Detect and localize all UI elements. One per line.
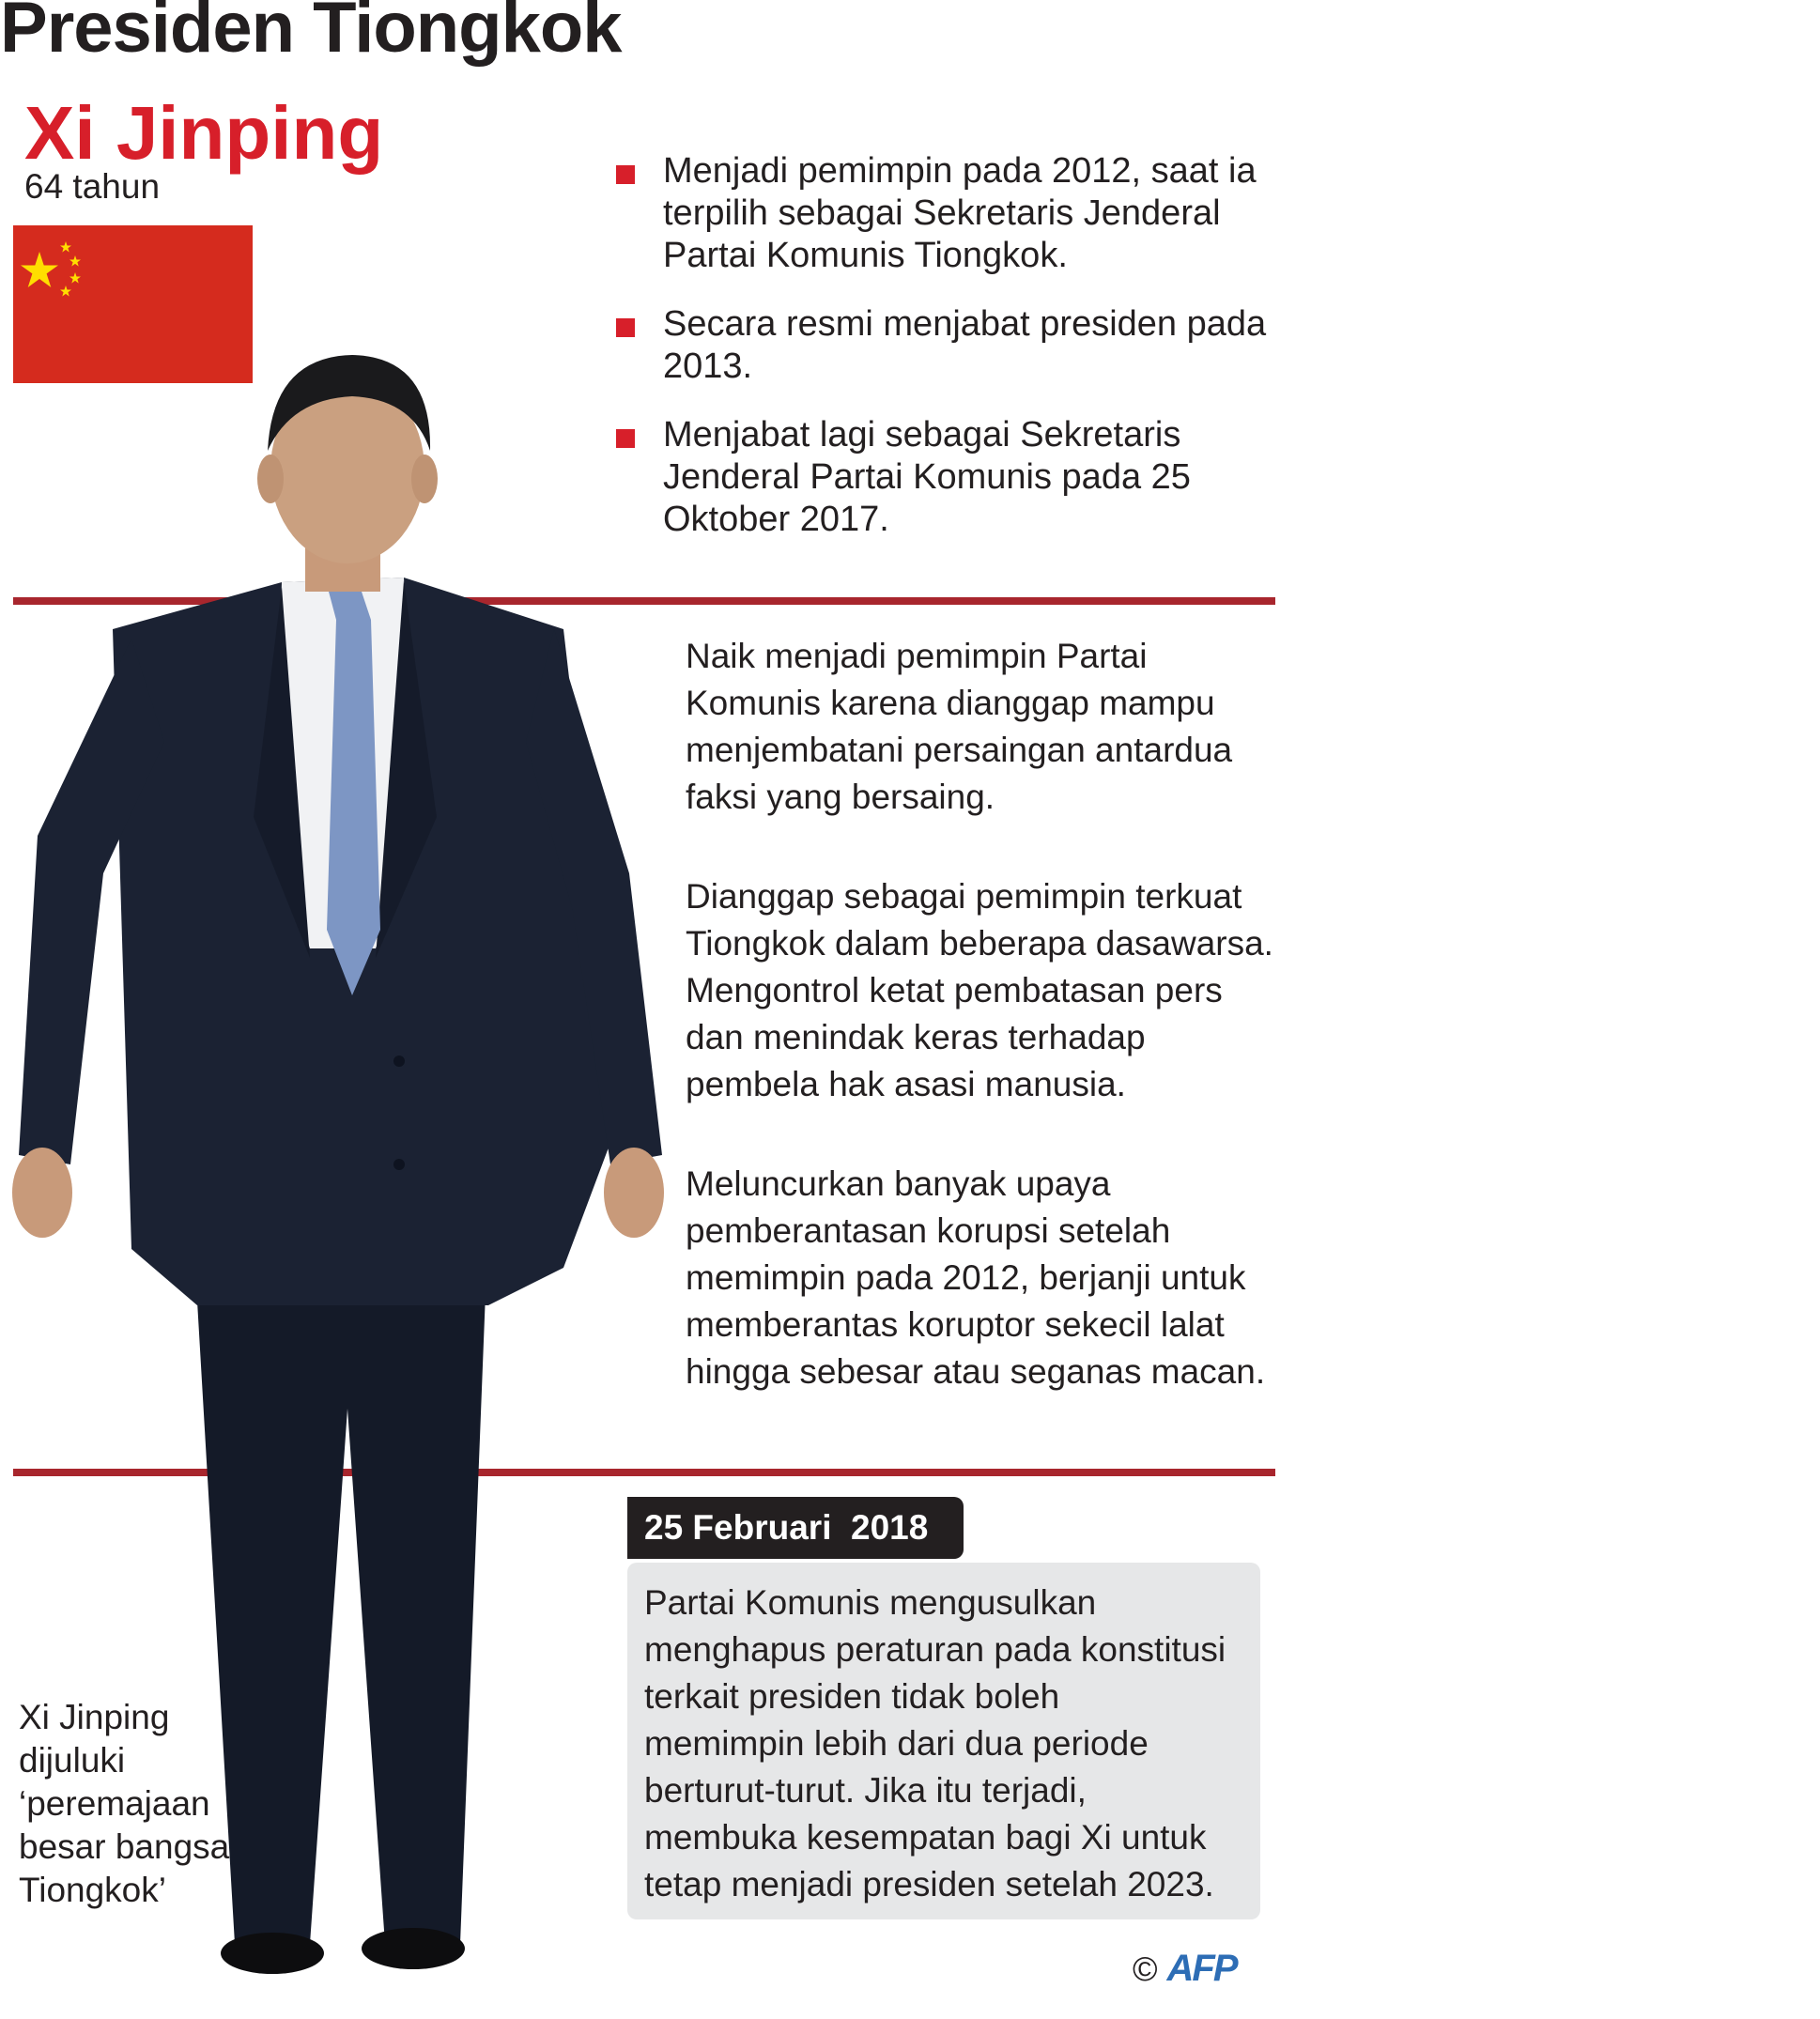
paragraph-strongest-leader: Dianggap sebagai pemimpin terkuat Tiongkok dalam beberapa dasawarsa. Mengontrol ketat pembatasan pers dan menindak keras terhadap pembela hak asasi manusia. <box>686 877 1273 1103</box>
left-ear <box>257 455 284 503</box>
left-shoe <box>221 1933 324 1974</box>
right-hand <box>604 1148 664 1238</box>
event-date-label: 25 Februari 2018 <box>627 1497 964 1559</box>
page-title: Presiden Tiongkok <box>0 0 622 68</box>
list-item: Menjadi pemimpin pada 2012, saat ia terpilih sebagai Sekretaris Jenderal Partai Komunis Tiongkok. <box>610 150 1287 277</box>
key-facts-list <box>610 150 1287 567</box>
red-square-bullet-icon <box>616 318 635 337</box>
nickname-caption: Xi Jinping dijuluki ‘peremajaan besar bangsa Tiongkok’ <box>19 1698 230 1909</box>
copyright-symbol: © <box>1133 1950 1158 1988</box>
left-hand <box>12 1148 72 1238</box>
right-shoe <box>362 1928 465 1969</box>
right-ear <box>411 455 438 503</box>
list-item: Secara resmi menjabat presiden pada 2013. <box>610 303 1287 388</box>
person-name: Xi Jinping <box>24 91 384 175</box>
paragraph-anti-corruption: Meluncurkan banyak upaya pemberantasan korupsi setelah memimpin pada 2012, berjanji untuk memberantas koruptor sekecil lalat hingga sebesar atau seganas macan. <box>686 1164 1266 1391</box>
paragraph-rise-to-power: Naik menjadi pemimpin Partai Komunis karena dianggap mampu menjembatani persaingan antardua faksi yang bersaing. <box>686 637 1233 816</box>
event-description-box: Partai Komunis mengusulkan menghapus peraturan pada konstitusi terkait presiden tidak boleh memimpin lebih dari dua periode berturut-turut. Jika itu terjadi, membuka kesempatan bagi Xi untuk tetap menjadi presiden setelah 2023. <box>627 1563 1260 1919</box>
credit <box>1133 1948 1237 1990</box>
person-age: 64 tahun <box>24 167 161 206</box>
red-square-bullet-icon <box>616 165 635 184</box>
red-square-bullet-icon <box>616 429 635 448</box>
list-item: Menjabat lagi sebagai Sekretaris Jenderal Partai Komunis pada 25 Oktober 2017. <box>610 414 1287 541</box>
afp-logo: AFP <box>1166 1948 1237 1989</box>
